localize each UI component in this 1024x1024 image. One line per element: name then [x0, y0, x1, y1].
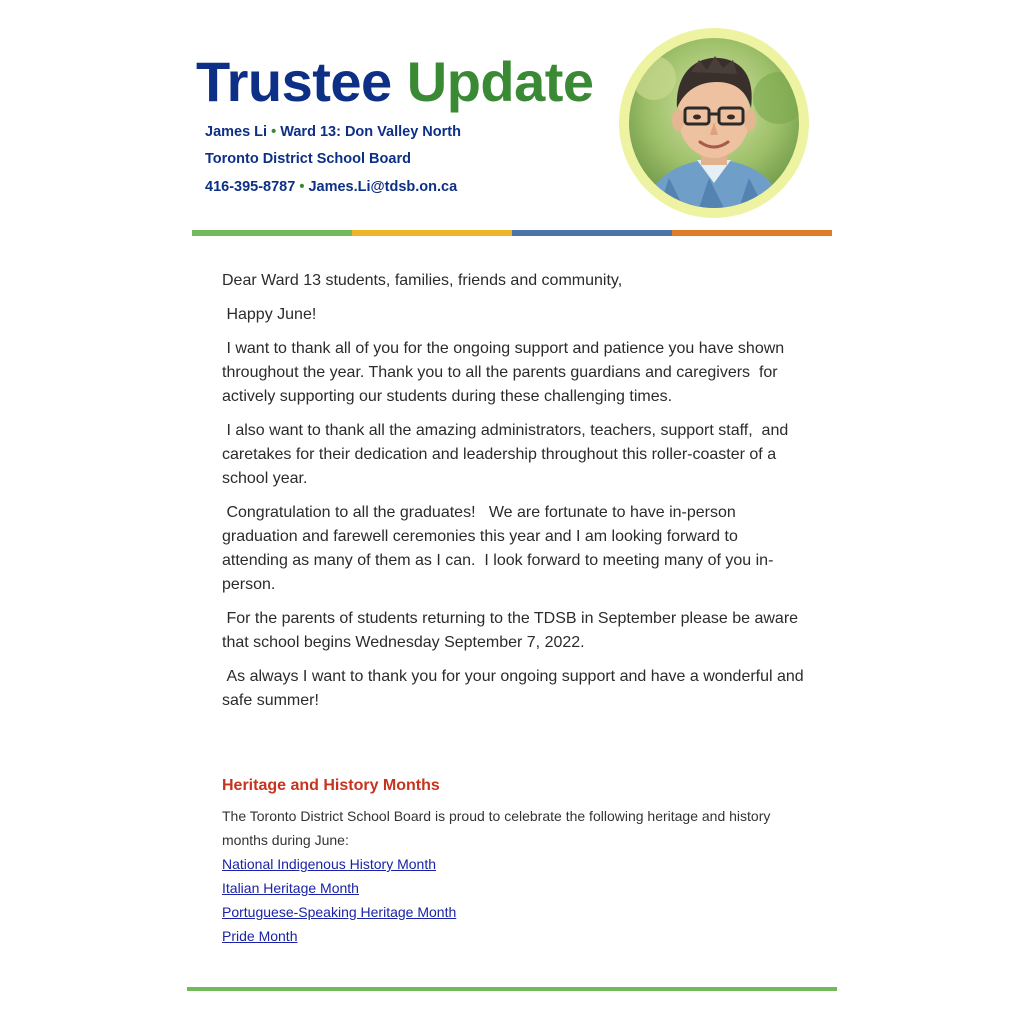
link-national-indigenous-history-month[interactable]: National Indigenous History Month	[222, 856, 437, 872]
stripe-orange	[672, 230, 832, 236]
letter-paragraph: Congratulation to all the graduates! We are fortunate to have in-person graduation and farewell ceremonies this year and I am looking forward to attending as many of them as I can. I look forward to meeting many of you in-person.	[222, 504, 774, 593]
title-word-update: Update	[406, 50, 594, 113]
letter-paragraph: As always I want to thank you for your ongoing support and have a wonderful and safe summer!	[222, 668, 809, 709]
school-board-name: Toronto District School Board	[205, 151, 411, 167]
stripe-green	[192, 230, 352, 236]
letter-greeting: Dear Ward 13 students, families, friends and community,	[222, 272, 623, 289]
portrait-illustration	[629, 38, 799, 208]
letter-paragraph: Happy June!	[222, 306, 317, 323]
bullet-separator: •	[271, 124, 277, 140]
trustee-name: James Li	[205, 124, 268, 140]
contact-line	[205, 178, 457, 196]
newsletter-title	[196, 50, 594, 114]
list-item	[222, 924, 456, 948]
heritage-section-title: Heritage and History Months	[222, 777, 440, 794]
heritage-link-list	[222, 852, 456, 948]
link-pride-month[interactable]: Pride Month	[222, 928, 298, 944]
list-item	[222, 876, 456, 900]
bottom-divider	[187, 987, 837, 991]
color-stripe-divider	[192, 230, 832, 236]
list-item	[222, 852, 456, 876]
link-italian-heritage-month[interactable]: Italian Heritage Month	[222, 880, 359, 896]
letter-paragraph: I also want to thank all the amazing administrators, teachers, support staff, and caretakes for their dedication and leadership throughout this roller-coaster of a school year.	[222, 422, 793, 487]
letter-paragraph: I want to thank all of you for the ongoing support and patience you have shown throughout the year. Thank you to all the parents guardians and caregivers for actively supporting our students during these challenging times.	[222, 340, 789, 405]
stripe-blue	[512, 230, 672, 236]
list-item	[222, 900, 456, 924]
link-portuguese-speaking-heritage-month[interactable]: Portuguese-Speaking Heritage Month	[222, 904, 457, 920]
title-word-trustee: Trustee	[196, 50, 392, 113]
trustee-portrait	[629, 38, 799, 208]
email-address: James.Li@tdsb.on.ca	[308, 179, 458, 195]
letter-body	[222, 269, 807, 723]
trustee-name-ward	[205, 123, 461, 141]
stripe-yellow	[352, 230, 512, 236]
bullet-separator: •	[299, 179, 305, 195]
heritage-intro-text: The Toronto District School Board is proud to celebrate the following heritage and history months during June:	[222, 808, 771, 848]
ward-label: Ward 13: Don Valley North	[280, 124, 461, 140]
letter-paragraph: For the parents of students returning to the TDSB in September please be aware that school begins Wednesday September 7, 2022.	[222, 610, 803, 651]
phone-number: 416-395-8787	[205, 179, 296, 195]
portrait-frame	[619, 28, 809, 218]
